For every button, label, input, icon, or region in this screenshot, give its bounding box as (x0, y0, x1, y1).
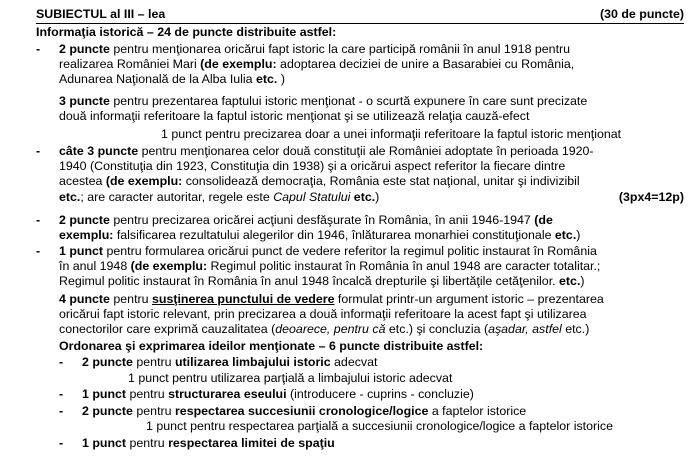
item-b-line3: acestea (de exemplu: consolidează democraţia, România este stat naţional, unitar şi indivizibil (59, 174, 580, 188)
item-h-partial-credit: 1 punct pentru respectarea parţială a succesiunii cronologice/logice a faptelor istorice (146, 419, 613, 433)
item-b-line2: 1940 (Constituţia din 1923, Constituţia din 1938) şi a oricărui aspect referitor la fiecare dintre (59, 159, 566, 173)
item-b-line1: câte 3 puncte pentru menţionarea celor două constituţii ale României adoptate în perioada 1920- (59, 144, 594, 158)
document-header (36, 7, 684, 24)
bullet-h: - (59, 404, 64, 418)
item-b-score: (3px4=12p) (618, 190, 684, 204)
item-e-line2: oricărui fapt istoric relevant, prin precizarea a două informaţii referitoare la acest fapt şi utilizarea (59, 307, 587, 321)
bullet-i: - (59, 436, 64, 450)
section-historical-info-title: Informaţia istorică – 24 de puncte distribuite astfel: (36, 25, 337, 39)
item-f-line: 2 puncte pentru utilizarea limbajului istoric adecvat (82, 355, 378, 369)
bullet-f: - (59, 355, 64, 369)
item-d-line3: Regimul politic instaurat în România în anul 1948 încalcă drepturile şi libertăţile cetăţenilor. etc.) (59, 274, 585, 288)
grading-document (36, 7, 684, 450)
item-a-partial-credit: 1 punct pentru precizarea doar a unei informaţii referitoare la faptul istoric menţionat (161, 127, 622, 141)
item-d-line2: în anul 1948 (de exemplu: Regimul politic instaurat în România în anul 1948 are caracter totalitar.; (59, 259, 601, 273)
item-a-line1: 2 puncte pentru menţionarea oricărui fapt istoric la care participă românii în anul 1918 pentru (59, 42, 571, 56)
bullet-g: - (59, 387, 64, 401)
item-b-line4: etc.; are caracter autoritar, regele este Capul Statului etc.) (59, 190, 380, 204)
item-c-line2: exemplu: falsificarea rezultatului alegerilor din 1946, înlăturarea monarhiei constituţionale etc.) (59, 228, 581, 242)
item-a-line2: realizarea României Mari (de exemplu: adoptarea deciziei de unire a Basarabiei cu România, (59, 57, 575, 71)
item-a-part2-line2: două informaţii referitoare la faptul istoric menţionat şi se utilizează relaţia cauză-efect (59, 109, 530, 123)
section-ordering-title: Ordonarea şi exprimarea ideilor menţionate – 6 puncte distribuite astfel: (59, 339, 484, 353)
item-e-line1: 4 puncte pentru susţinerea punctului de vedere formulat printr-un argument istoric – prezentarea (59, 292, 604, 306)
subject-points: (30 de puncte) (600, 7, 684, 21)
item-i-line: 1 punct pentru respectarea limitei de spaţiu (82, 436, 335, 450)
item-e-line3: conectorilor care exprimă cauzalitatea (deoarece, pentru că etc.) şi concluzia (aşadar, astfel etc.) (59, 322, 590, 336)
item-h-line: 2 puncte pentru respectarea succesiunii cronologice/logice a faptelor istorice (82, 404, 527, 418)
item-a-part2-line1: 3 puncte pentru prezentarea faptului istoric menţionat - o scurtă expunere în care sunt precizate (59, 94, 588, 108)
bullet-a: - (36, 42, 41, 56)
bullet-d: - (36, 244, 41, 258)
item-d-line1: 1 punct pentru formularea oricărui punct de vedere referitor la regimul politic instaurat în România (59, 244, 597, 258)
bullet-c: - (36, 213, 41, 227)
bullet-b: - (36, 144, 41, 158)
item-g-line: 1 punct pentru structurarea eseului (introducere - cuprins - concluzie) (82, 387, 474, 401)
item-c-line1: 2 puncte pentru precizarea oricărei acţiuni desfăşurate în România, în anii 1946-1947 (de (59, 213, 553, 227)
subject-title: SUBIECTUL al III – lea (36, 7, 166, 21)
item-f-partial-credit: 1 punct pentru utilizarea parţială a limbajului istoric adecvat (128, 371, 453, 385)
item-a-line3: Adunarea Naţională de la Alba Iulia etc. ) (59, 72, 285, 86)
